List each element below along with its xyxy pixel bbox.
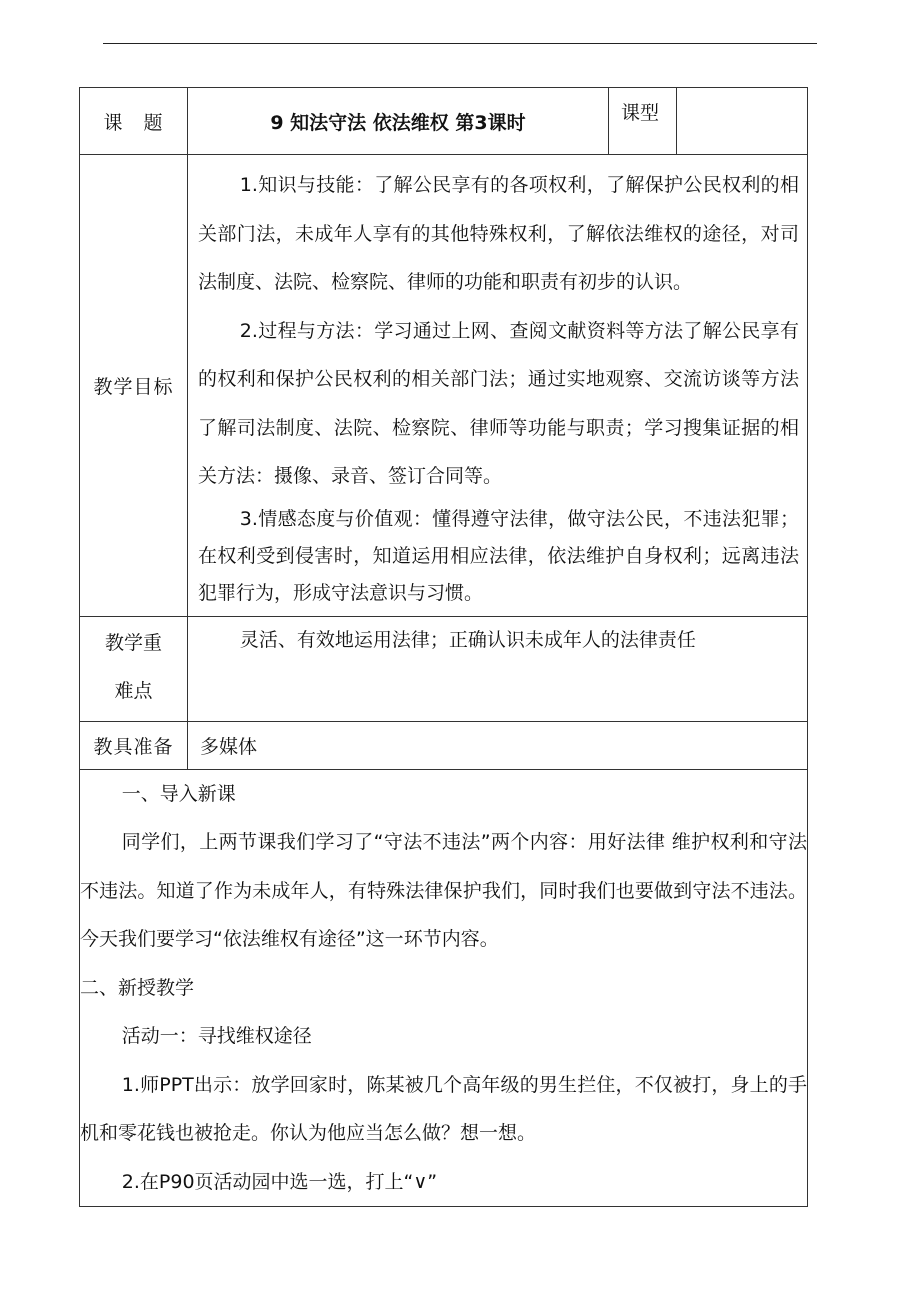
key-points-row [80, 616, 808, 721]
activity-one-heading: 活动一：寻找维权途径 [121, 1025, 312, 1047]
process-content [80, 769, 808, 1207]
objective-knowledge: 1.知识与技能：了解公民享有的各项权利，了解保护公民权利的相关部门法，未成年人享有的其他特殊权利，了解依法维权的途径，对司法制度、法院、检察院、律师的功能和职责有初步的认识。 [198, 174, 799, 293]
intro-paragraph: 同学们，上两节课我们学习了“守法不违法”两个内容：用好法律 维护权利和守法不违法。知道了作为未成年人，有特殊法律保护我们，同时我们也要做到守法不违法。今天我们要学习“依法维权有途径”这一环节内容。 [80, 831, 807, 950]
activity-step-2: 2.在P90页活动园中选一选，打上“∨” [121, 1170, 438, 1193]
lesson-plan-table [79, 87, 808, 1207]
lesson-type-value [677, 88, 808, 155]
process-row [80, 769, 808, 1207]
title-row [80, 88, 808, 155]
topic-label: 课 题 [80, 88, 188, 155]
key-points-label [80, 616, 188, 721]
key-points-label-line1: 教学重 [104, 631, 162, 654]
objectives-content [188, 155, 808, 617]
lesson-type-label: 课型 [609, 88, 677, 155]
section-new-teaching-heading: 二、新授教学 [80, 976, 195, 999]
activity-step-1: 1.师PPT出示：放学回家时，陈某被几个高年级的男生拦住，不仅被打，身上的手机和零花钱也被抢走。你认为他应当怎么做？想一想。 [80, 1073, 807, 1144]
objectives-row [80, 155, 808, 617]
key-points-content: 灵活、有效地运用法律；正确认识未成年人的法律责任 [188, 616, 808, 721]
section-intro-heading: 一、导入新课 [121, 782, 236, 805]
header-rule [103, 43, 817, 44]
objective-process: 2.过程与方法：学习通过上网、查阅文献资料等方法了解公民享有的权利和保护公民权利的相关部门法；通过实地观察、交流访谈等方法了解司法制度、法院、检察院、律师等功能与职责；学习搜集证据的相关方法：摄像、录音、签订合同等。 [198, 319, 799, 487]
key-points-label-line2: 难点 [114, 679, 153, 702]
lesson-title: 9 知法守法 依法维权 第3课时 [188, 88, 609, 155]
tools-label: 教具准备 [80, 721, 188, 769]
tools-content: 多媒体 [188, 721, 808, 769]
objective-attitude: 3.情感态度与价值观：懂得遵守法律，做守法公民，不违法犯罪；在权利受到侵害时，知道运用相应法律，依法维护自身权利；远离违法犯罪行为，形成守法意识与习惯。 [198, 507, 799, 604]
objectives-label: 教学目标 [80, 155, 188, 617]
tools-row [80, 721, 808, 769]
